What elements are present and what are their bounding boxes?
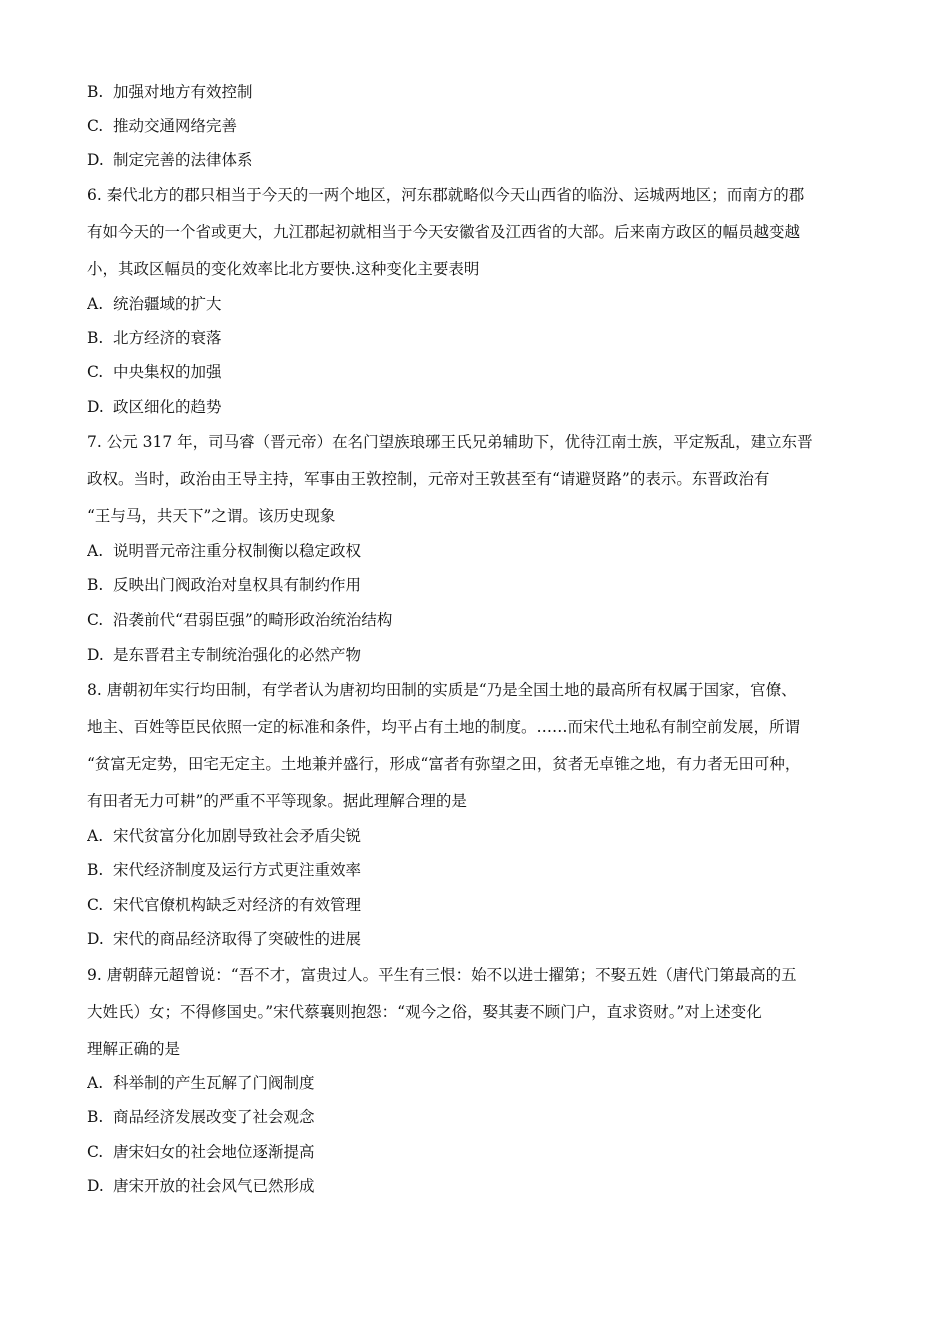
q7-stem-line-1: 7. 公元 317 年，司马睿（晋元帝）在名门望族琅琊王氏兄弟辅助下，优待江南士族，平定叛乱，建立东晋: [87, 433, 813, 451]
q8-option-c: [87, 895, 877, 915]
q9-option-b: [87, 1107, 877, 1127]
q8-stem-line-4: 有田者无力可耕”的严重不平等现象。据此理解合理的是: [87, 792, 467, 810]
option-letter: C.: [87, 896, 104, 914]
option-letter: C.: [87, 611, 104, 629]
option-text: 科举制的产生瓦解了门阀制度: [113, 1074, 315, 1092]
option-letter: D.: [87, 151, 104, 169]
option-text: 是东晋君主专制统治强化的必然产物: [113, 646, 362, 664]
option-letter: A.: [87, 827, 104, 845]
option-letter: D.: [87, 930, 104, 948]
option-text: 沿袭前代“君弱臣强”的畸形政治统治结构: [113, 611, 393, 629]
option-letter: A.: [87, 1074, 104, 1092]
q9-option-c: [87, 1142, 877, 1162]
q8-option-d: [87, 929, 877, 949]
q8-option-a: [87, 826, 877, 846]
q8-stem-line-2: 地主、百姓等臣民依照一定的标准和条件，均平占有土地的制度。……而宋代土地私有制空前发展，所谓: [87, 718, 801, 736]
option-text: 中央集权的加强: [113, 363, 222, 381]
option-letter: D.: [87, 1177, 104, 1195]
option-letter: A.: [87, 295, 104, 313]
q6-option-a: [87, 294, 877, 314]
option-text: 宋代的商品经济取得了突破性的进展: [113, 930, 362, 948]
q6-option-d: [87, 397, 877, 417]
q7-option-b: [87, 575, 877, 595]
option-text: 唐宋开放的社会风气已然形成: [113, 1177, 315, 1195]
q8-option-b: [87, 860, 877, 880]
q6-stem-line-2: 有如今天的一个省或更大，九江郡起初就相当于今天安徽省及江西省的大部。后来南方政区的幅员越变越: [87, 223, 801, 241]
q8-stem-line-1: 8. 唐朝初年实行均田制，有学者认为唐初均田制的实质是“乃是全国土地的最高所有权属于国家，官僚、: [87, 681, 797, 699]
option-text: 政区细化的趋势: [113, 398, 222, 416]
q6-stem-line-3: 小，其政区幅员的变化效率比北方要快.这种变化主要表明: [87, 260, 480, 278]
q9-stem-line-1: 9. 唐朝薛元超曾说：“吾不才，富贵过人。平生有三恨：始不以进士擢第；不娶五姓（唐代门第最高的五: [87, 966, 797, 984]
option-letter: B.: [87, 861, 104, 879]
option-letter: C.: [87, 363, 104, 381]
q7-option-c: [87, 610, 877, 630]
option-text: 北方经济的衰落: [113, 329, 222, 347]
option-letter: A.: [87, 542, 104, 560]
option-text: 反映出门阀政治对皇权具有制约作用: [113, 576, 362, 594]
q7-option-d: [87, 645, 877, 665]
q7-stem-line-3: “王与马，共天下”之谓。该历史现象: [87, 507, 336, 525]
q9-stem-line-3: 理解正确的是: [87, 1040, 181, 1058]
q5-option-b: [87, 82, 877, 102]
option-text: 加强对地方有效控制: [113, 83, 253, 101]
option-text: 商品经济发展改变了社会观念: [113, 1108, 315, 1126]
option-letter: B.: [87, 576, 104, 594]
option-letter: B.: [87, 1108, 104, 1126]
option-letter: C.: [87, 1143, 104, 1161]
q9-option-d: [87, 1176, 877, 1196]
q6-stem-line-1: 6. 秦代北方的郡只相当于今天的一两个地区，河东郡就略似今天山西省的临汾、运城两地区；而南方的郡: [87, 186, 805, 204]
option-letter: D.: [87, 646, 104, 664]
option-letter: C.: [87, 117, 104, 135]
q8-stem-line-3: “贫富无定势，田宅无定主。土地兼并盛行，形成“富者有弥望之田，贫者无卓锥之地，有力者无田可种，: [87, 755, 801, 773]
q5-option-c: [87, 116, 877, 136]
q5-option-d: [87, 150, 877, 170]
option-text: 唐宋妇女的社会地位逐渐提高: [113, 1143, 315, 1161]
option-text: 制定完善的法律体系: [113, 151, 253, 169]
option-text: 统治疆域的扩大: [113, 295, 222, 313]
option-text: 宋代贫富分化加剧导致社会矛盾尖锐: [113, 827, 362, 845]
option-letter: B.: [87, 329, 104, 347]
q7-option-a: [87, 541, 877, 561]
q6-option-c: [87, 362, 877, 382]
option-letter: D.: [87, 398, 104, 416]
option-text: 宋代官僚机构缺乏对经济的有效管理: [113, 896, 362, 914]
q9-option-a: [87, 1073, 877, 1093]
option-text: 说明晋元帝注重分权制衡以稳定政权: [113, 542, 362, 560]
q9-stem-line-2: 大姓氏）女；不得修国史。”宋代蔡襄则抱怨：“观今之俗，娶其妻不顾门户，直求资财。”对上述变化: [87, 1003, 762, 1021]
q7-stem-line-2: 政权。当时，政治由王导主持，军事由王敦控制，元帝对王敦甚至有“请避贤路”的表示。东晋政治有: [87, 470, 770, 488]
option-letter: B.: [87, 83, 104, 101]
option-text: 宋代经济制度及运行方式更注重效率: [113, 861, 362, 879]
option-text: 推动交通网络完善: [113, 117, 238, 135]
q6-option-b: [87, 328, 877, 348]
